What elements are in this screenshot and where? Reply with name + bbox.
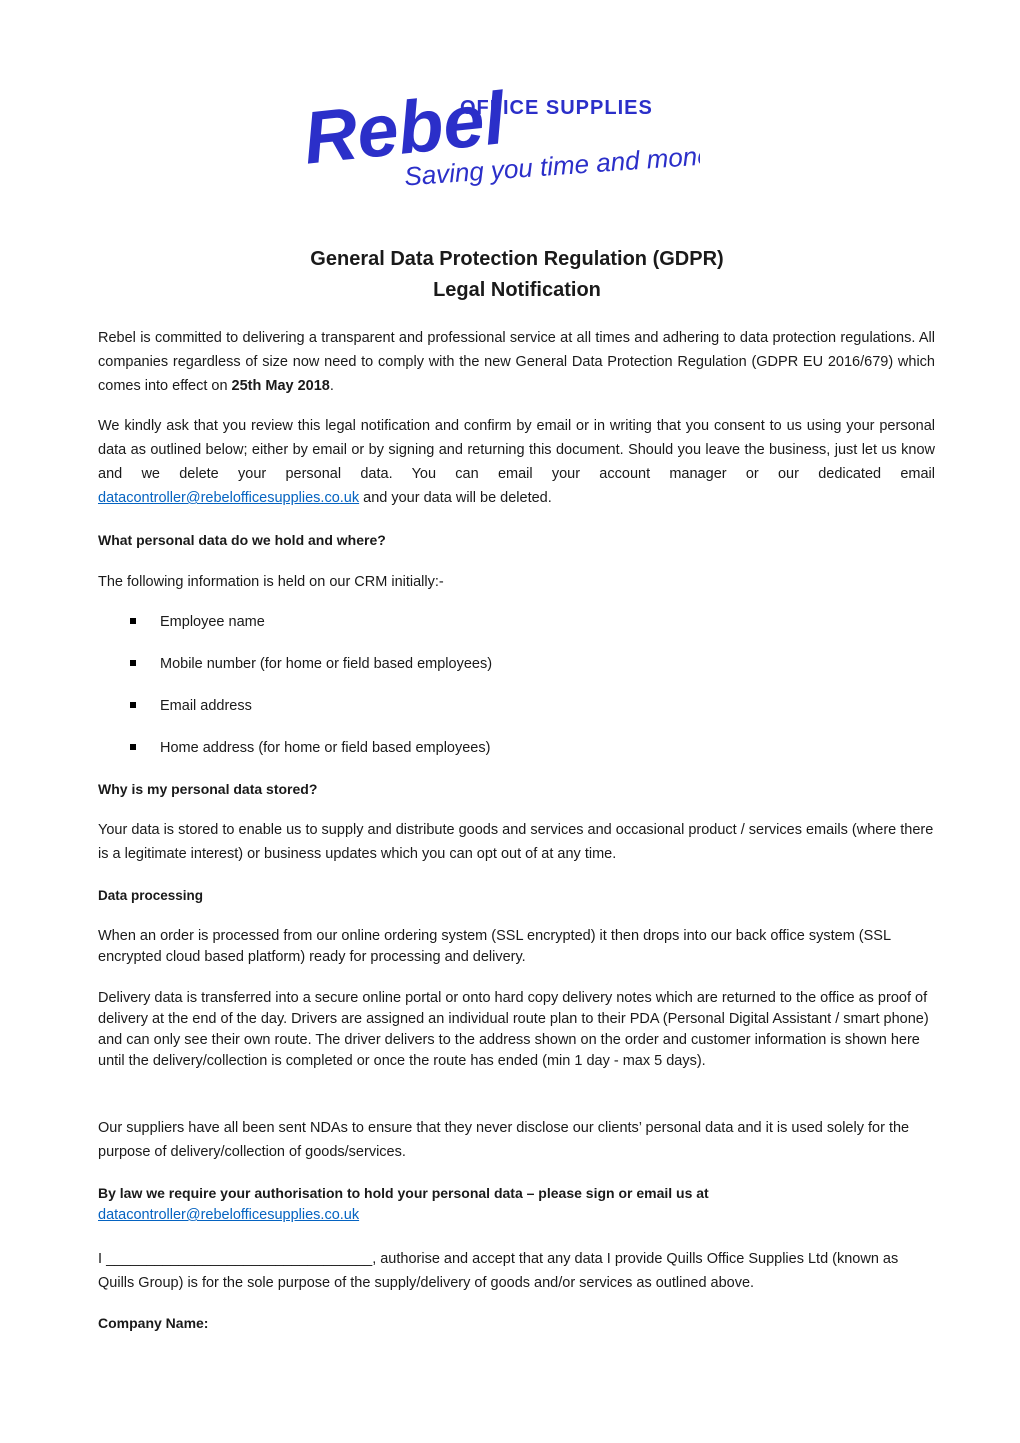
list-item	[98, 654, 935, 696]
title-line-2: Legal Notification	[433, 279, 601, 301]
why-body: Your data is stored to enable us to supply and distribute goods and services and occasional product / services emails (where there is a legitimate interest) or business updates which you can opt out of at any time.	[98, 822, 934, 862]
list-item	[98, 612, 935, 654]
authorisation-email-link[interactable]: datacontroller@rebelofficesupplies.co.uk	[98, 1207, 360, 1223]
statement-rest: , authorise and accept that any data I provide Quills Office Supplies Ltd (known as Quills Group) is for the sole purpose of the supply/delivery of goods and/or services as outlined above.	[98, 1251, 899, 1291]
section-why-body	[98, 818, 935, 866]
list-item-label: Home address (for home or field based employees)	[160, 740, 491, 756]
company-name-field	[98, 1313, 935, 1333]
rebel-logo-graphic	[300, 66, 700, 186]
hold-lead: The following information is held on our CRM initially:-	[98, 574, 444, 590]
hold-heading: What personal data do we hold and where?	[98, 532, 386, 548]
processing-p2: Delivery data is transferred into a secure online portal or onto hard copy delivery notes which are returned to the office as proof of delivery at the end of the day. Drivers are assigned an individual route plan to their PDA (Personal Digital Assistant / smart phone) and can only see their own route. The driver delivers to the address shown on the order and customer information is shown here until the delivery/collection is completed or once the route has ended (min 1 day - max 5 days).	[98, 990, 929, 1069]
company-logo	[300, 66, 700, 186]
authorisation-statement	[98, 1247, 935, 1295]
effective-date: 25th May 2018	[231, 378, 330, 394]
company-name-label: Company Name:	[98, 1315, 209, 1331]
section-hold-heading	[98, 530, 935, 550]
bullet-square-icon	[130, 660, 136, 666]
processing-p1: When an order is processed from our online ordering system (SSL encrypted) it then drops into our back office system (SSL encrypted cloud based platform) ready for processing and delivery.	[98, 928, 891, 965]
processing-paragraph-1	[98, 926, 935, 968]
section-why-heading	[98, 779, 935, 799]
processing-paragraph-3	[98, 1116, 935, 1164]
processing-heading: Data processing	[98, 888, 204, 903]
logo-brand-word: Rebel	[300, 76, 509, 180]
intro-paragraph-1	[98, 326, 935, 398]
intro-p1-end: .	[329, 378, 334, 394]
intro-p1-text: Rebel is committed to delivering a transparent and professional service at all times and adhering to data protection regulations. All companies regardless of size now need to comply with the new General Data Protection Regulation (GDPR EU 2016/679) which comes into effect on	[98, 330, 935, 394]
bullet-square-icon	[130, 618, 136, 624]
section-hold-lead	[98, 570, 935, 594]
logo-tagline-bottom: Saving you time and money!	[403, 138, 700, 186]
section-processing-heading	[98, 886, 935, 906]
title-line-1: General Data Protection Regulation (GDPR)	[310, 248, 724, 270]
list-item-label: Email address	[160, 698, 252, 714]
intro-paragraph-2	[98, 414, 935, 510]
list-item-label: Employee name	[160, 614, 265, 630]
list-item	[98, 696, 935, 738]
signature-line[interactable]: _________________________________	[106, 1251, 373, 1267]
intro-p2-end: and your data will be deleted.	[359, 490, 552, 506]
bullet-square-icon	[130, 702, 136, 708]
statement-prefix: I	[98, 1251, 107, 1267]
list-item	[98, 738, 935, 780]
authorisation-request	[98, 1182, 935, 1226]
datacontroller-email-link[interactable]: datacontroller@rebelofficesupplies.co.uk	[98, 490, 360, 506]
why-heading: Why is my personal data stored?	[98, 781, 318, 797]
list-item-label: Mobile number (for home or field based employees)	[160, 656, 493, 672]
document-title	[0, 244, 1020, 306]
authorisation-request-text: By law we require your authorisation to hold your personal data – please sign or email us at	[98, 1185, 709, 1201]
bullet-square-icon	[130, 744, 136, 750]
processing-paragraph-2	[98, 988, 935, 1072]
logo-tagline-top: OFFICE SUPPLIES	[460, 97, 653, 119]
personal-data-list	[98, 612, 935, 780]
processing-p3: Our suppliers have all been sent NDAs to ensure that they never disclose our clients’ personal data and it is used solely for the purpose of delivery/collection of goods/services.	[98, 1120, 910, 1160]
intro-p2-text: We kindly ask that you review this legal notification and confirm by email or in writing that you consent to us using your personal data as outlined below; either by email or by signing and returning this document. Should you leave the business, just let us know and we delete your personal data. You can email your account manager or our dedicated email	[98, 418, 935, 482]
